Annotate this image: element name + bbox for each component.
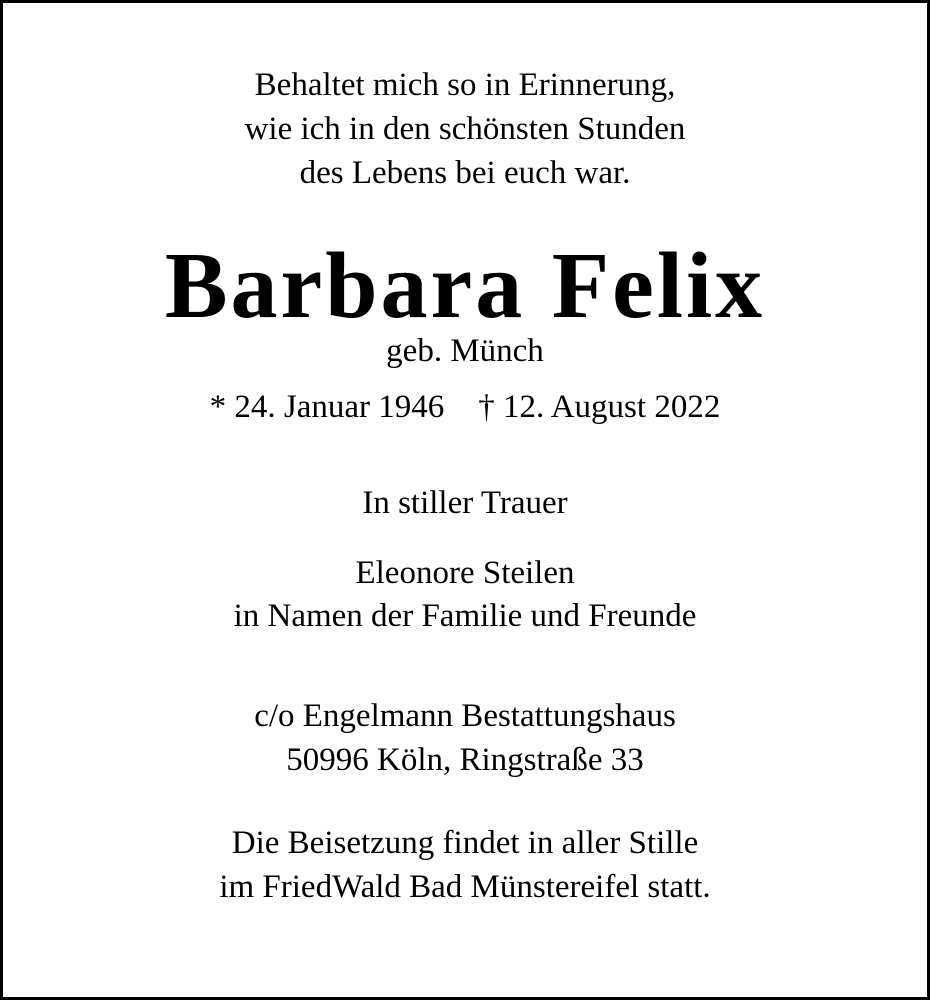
mourner-on-behalf: in Namen der Familie und Freunde (233, 598, 697, 634)
mourner-name: Eleonore Steilen (355, 555, 575, 591)
motto-line-3: des Lebens bei euch war. (299, 155, 631, 191)
life-dates (3, 387, 927, 427)
burial-line-2: im FriedWald Bad Münstereifel statt. (219, 869, 711, 905)
mourning-intro: In stiller Trauer (362, 485, 568, 521)
motto-line-1: Behaltet mich so in Erinnerung, (254, 67, 676, 103)
address-line-1: c/o Engelmann Bestattungshaus (254, 698, 676, 734)
motto-line-2: wie ich in den schönsten Stunden (244, 111, 686, 147)
address-line-2: 50996 Köln, Ringstraße 33 (286, 742, 644, 778)
birth-name: geb. Münch (386, 333, 544, 369)
birth-date: * 24. Januar 1946 (209, 389, 445, 425)
burial-line-1: Die Beisetzung findet in aller Stille (231, 825, 699, 861)
deceased-name: Barbara Felix (164, 234, 766, 338)
death-date: † 12. August 2022 (478, 389, 721, 425)
